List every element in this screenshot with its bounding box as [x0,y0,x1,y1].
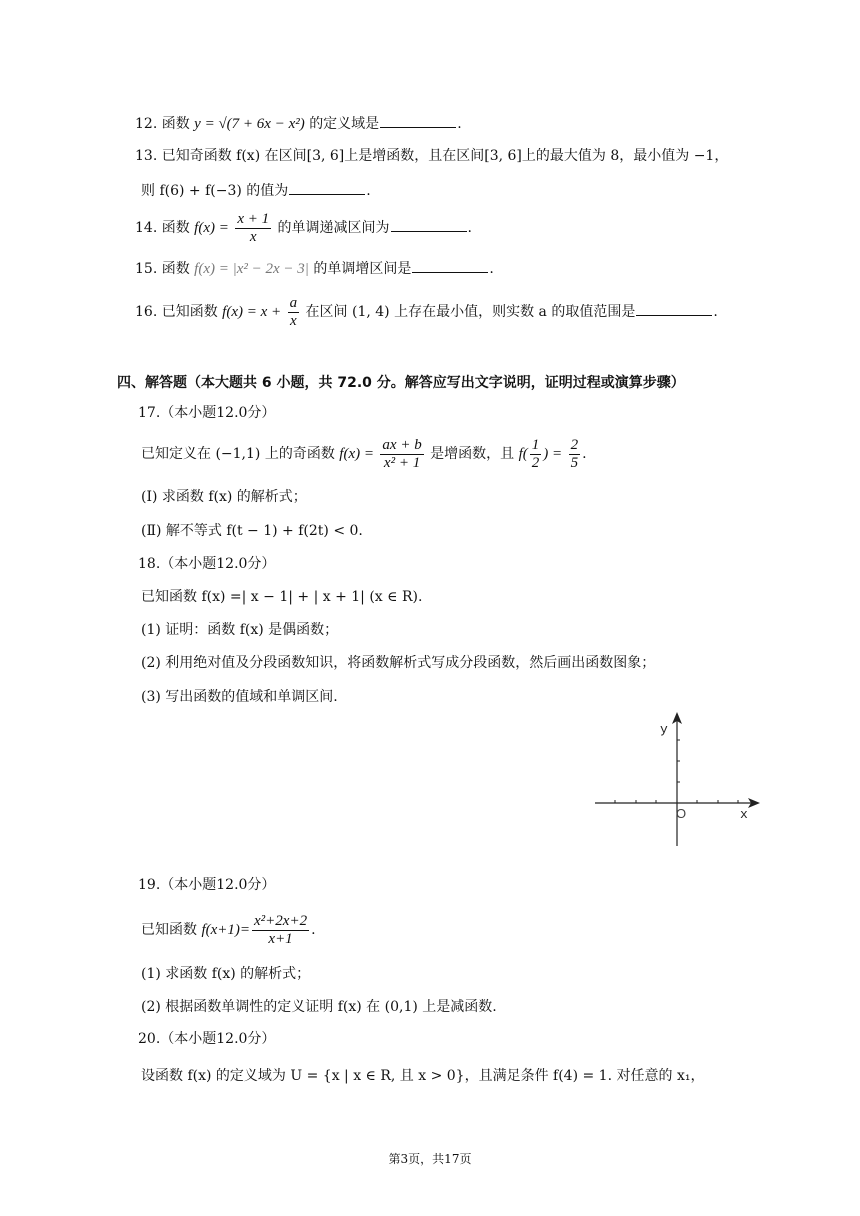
problem-13-line2 [141,180,371,200]
question-text: 已知函数 [141,922,197,938]
section-title: 四、解答题（本大题共 6 小题，共 72.0 分。解答应写出文字说明，证明过程或演算步骤） [117,375,685,391]
fraction-numerator: x²+2x+2 [254,912,308,929]
answer-blank [380,113,456,128]
question-17-part2: (Ⅱ) 解不等式 f(t − 1) + f(2t) < 0. [141,523,363,539]
problem-14 [135,208,472,248]
period: . [489,261,494,277]
fraction [235,211,271,246]
period: . [582,446,587,462]
answer-blank [412,258,488,273]
answer-blank [289,180,365,195]
problem-text: 函数 [161,261,190,277]
period: . [713,304,718,320]
problem-13-line1 [135,147,728,165]
math-expression: f(x) = |x² − 2x − 3| [194,261,309,277]
question-17-stem [141,432,587,476]
question-18-part3: (3) 写出函数的值域和单调区间. [141,689,338,705]
problem-number: 13. [135,148,158,164]
problem-text: 的定义域是 [309,116,380,132]
problem-16 [135,290,718,334]
problem-number: 14. [135,220,158,236]
page-footer: 第3页，共17页 [388,1152,472,1166]
answer-blank [636,301,712,316]
fraction-denominator: x² + 1 [383,454,421,471]
fraction-denominator: x [290,312,297,329]
math-expression: f(x) = [339,446,374,462]
fraction [288,295,300,330]
fraction [569,437,581,472]
question-18-part2: (2) 利用绝对值及分段函数知识，将函数解析式写成分段函数，然后画出函数图象； [141,655,656,671]
fraction-numerator: ax + b [382,436,422,453]
origin-label: O [676,806,687,821]
problem-text: 已知函数 [161,304,218,320]
fraction-numerator: 1 [531,436,540,453]
math-expression: y = √(7 + 6x − x²) [194,116,305,132]
question-20-stem: 设函数 f(x) 的定义域为 U = {x | x ∈ R, 且 x > 0}，且满足条件 f(4) = 1. 对任意的 x₁， [141,1068,705,1084]
fraction-numerator: 2 [570,436,579,453]
period: . [366,183,371,199]
period: . [457,116,462,132]
fraction-numerator: x + 1 [237,210,270,227]
problem-number: 12. [135,116,158,132]
fraction-denominator: 5 [570,454,579,471]
fraction-denominator: 2 [531,454,540,471]
fraction-denominator: x [249,228,257,245]
problem-text: 的单调递减区间为 [277,220,390,236]
problem-text: 函数 [161,116,190,132]
math-expression: f(x) = x + [222,304,282,320]
math-expression: f( [518,446,528,462]
period: . [311,922,316,938]
math-expression: f(x+1)= [201,922,251,938]
coordinate-axes-graph [590,712,770,852]
question-18-stem: 已知函数 f(x) =| x − 1| + | x + 1| (x ∈ R). [141,589,423,605]
question-18-part1: (1) 证明：函数 f(x) 是偶函数； [141,622,339,638]
question-19-header: 19.（本小题12.0分） [138,877,276,893]
question-17-header: 17.（本小题12.0分） [138,405,276,421]
y-axis-label: y [660,722,668,737]
fraction [252,913,309,948]
period: . [467,220,472,236]
fraction-denominator: x+1 [268,930,293,947]
problem-number: 15. [135,261,158,277]
problem-text: 函数 [161,220,190,236]
problem-number: 16. [135,304,158,320]
math-expression: f(x) = [194,220,229,236]
fraction [380,437,423,472]
question-text: 是增函数，且 [430,446,515,462]
x-axis-label: x [740,807,748,822]
fraction [530,437,542,472]
fraction-numerator: a [289,294,298,311]
question-18-header: 18.（本小题12.0分） [138,556,276,572]
problem-15 [135,258,494,278]
question-19-part2: (2) 根据函数单调性的定义证明 f(x) 在 (0,1) 上是减函数. [141,999,497,1015]
problem-12 [135,113,462,133]
problem-text: 的单调增区间是 [313,261,412,277]
question-17-part1: (Ⅰ) 求函数 f(x) 的解析式； [141,489,307,505]
question-text: 已知定义在 (−1,1) 上的奇函数 [141,446,335,462]
question-19-stem [141,908,316,952]
question-20-header: 20.（本小题12.0分） [138,1031,276,1047]
math-expression: ) = [543,446,563,462]
answer-blank [391,217,467,232]
problem-text: 则 f(6) + f(−3) 的值为 [141,183,289,199]
problem-text: 在区间 (1, 4) 上存在最小值，则实数 a 的取值范围是 [305,304,636,320]
problem-text: 已知奇函数 f(x) 在区间[3, 6]上是增函数，且在区间[3, 6]上的最大值为 8，最小值为 −1， [161,148,729,164]
question-19-part1: (1) 求函数 f(x) 的解析式； [141,966,311,982]
